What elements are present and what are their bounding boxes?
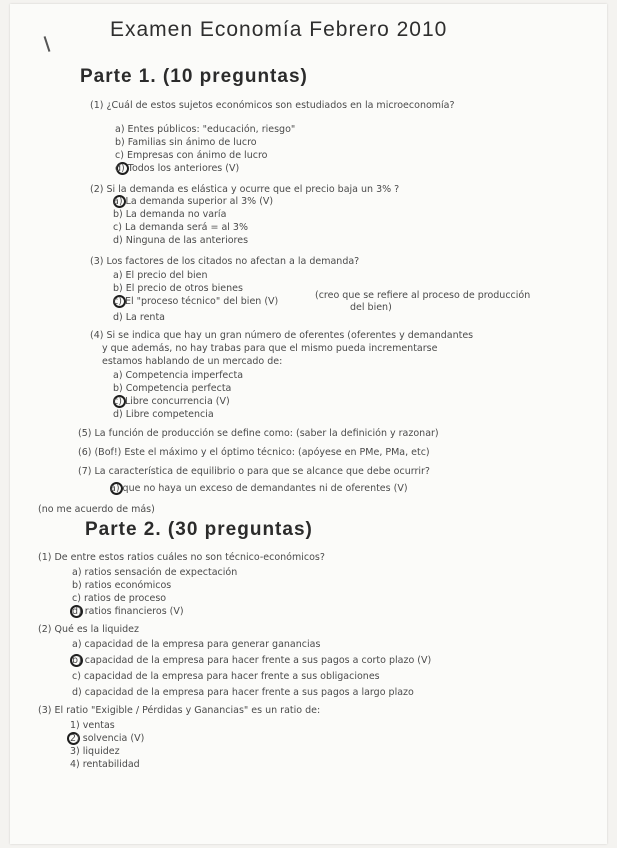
answer-option: b) Competencia perfecta: [113, 383, 232, 394]
answer-option: a) Entes públicos: "educación, riesgo": [115, 124, 296, 135]
answer-option: c) El "proceso técnico" del bien (V): [113, 296, 279, 307]
pen-mark: [44, 36, 51, 52]
answer-option: 2) solvencia (V): [70, 733, 145, 744]
question-text: (2) Qué es la liquidez: [38, 624, 139, 635]
question-text: (1) De entre estos ratios cuáles no son técnico-económicos?: [38, 552, 325, 563]
answer-option: d) capacidad de la empresa para hacer frente a sus pagos a largo plazo: [72, 687, 414, 698]
answer-option: a) ratios sensación de expectación: [72, 567, 238, 578]
answer-option: 3) liquidez: [70, 746, 120, 757]
question-text: estamos hablando de un mercado de:: [102, 356, 283, 367]
question-text: (4) Si se indica que hay un gran número de oferentes (oferentes y demandantes: [90, 330, 474, 341]
answer-option: d) La renta: [113, 312, 165, 323]
margin-note: (no me acuerdo de más): [38, 504, 155, 515]
answer-option: c) La demanda será = al 3%: [113, 222, 248, 233]
answer-option: a) La demanda superior al 3% (V): [113, 196, 274, 207]
answer-option: b) Familias sin ánimo de lucro: [115, 137, 257, 148]
margin-note: (creo que se refiere al proceso de producción: [315, 290, 531, 301]
answer-option: c) capacidad de la empresa para hacer frente a sus obligaciones: [72, 671, 380, 682]
answer-option: b) La demanda no varía: [113, 209, 227, 220]
answer-option: 4) rentabilidad: [70, 759, 140, 770]
question-text: (6) (Bof!) Este el máximo y el óptimo técnico: (apóyese en PMe, PMa, etc): [78, 447, 430, 458]
answer-option: a) capacidad de la empresa para generar ganancias: [72, 639, 321, 650]
answer-option: b) El precio de otros bienes: [113, 283, 243, 294]
question-text: (5) La función de producción se define como: (saber la definición y razonar): [78, 428, 439, 439]
question-text: (3) El ratio "Exigible / Pérdidas y Ganancias" es un ratio de:: [38, 705, 321, 716]
exam-sheet: [10, 4, 607, 844]
answer-option: b) ratios económicos: [72, 580, 172, 591]
answer-option: a) Competencia imperfecta: [113, 370, 244, 381]
answer-option: c) ratios de proceso: [72, 593, 167, 604]
answer-option: d) Ninguna de las anteriores: [113, 235, 249, 246]
answer-option: c) Libre concurrencia (V): [113, 396, 230, 407]
answer-option: d) ratios financieros (V): [72, 606, 184, 617]
answer-option: d) Libre competencia: [113, 409, 214, 420]
section-heading-parte1: Parte 1. (10 preguntas): [80, 66, 308, 87]
margin-note: del bien): [350, 302, 392, 313]
question-text: y que además, no hay trabas para que el mismo pueda incrementarse: [102, 343, 438, 354]
answer-option: a) que no haya un exceso de demandantes ni de oferentes (V): [110, 483, 408, 494]
answer-option: b) capacidad de la empresa para hacer frente a sus pagos a corto plazo (V): [72, 655, 432, 666]
answer-option: d) Todos los anteriores (V): [115, 163, 240, 174]
page-title: Examen Economía Febrero 2010: [110, 18, 448, 41]
question-text: (3) Los factores de los citados no afectan a la demanda?: [90, 256, 360, 267]
question-text: (2) Si la demanda es elástica y ocurre que el precio baja un 3% ?: [90, 184, 400, 195]
question-text: (1) ¿Cuál de estos sujetos económicos son estudiados en la microeconomía?: [90, 100, 455, 111]
section-heading-parte2: Parte 2. (30 preguntas): [85, 519, 313, 540]
answer-option: 1) ventas: [70, 720, 115, 731]
answer-option: c) Empresas con ánimo de lucro: [115, 150, 268, 161]
question-text: (7) La característica de equilibrio o para que se alcance que debe ocurrir?: [78, 466, 430, 477]
answer-option: a) El precio del bien: [113, 270, 208, 281]
